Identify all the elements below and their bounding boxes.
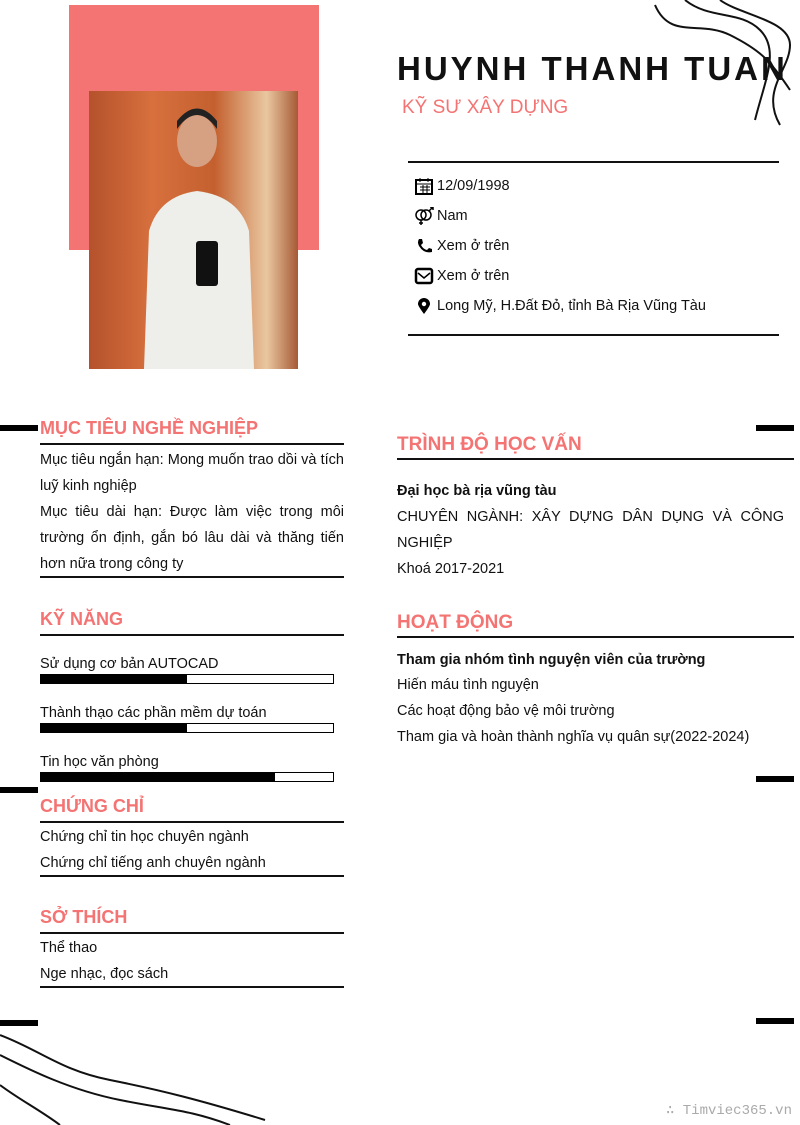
certificates-heading: CHỨNG CHỈ (40, 796, 144, 816)
skill-bar-fill (41, 675, 187, 683)
activities-heading: HOẠT ĐỘNG (397, 612, 514, 633)
decor-waves-bottom (0, 1030, 280, 1125)
skills-heading: KỸ NĂNG (40, 609, 124, 629)
divider (40, 986, 344, 988)
decor-dash (756, 425, 794, 431)
decor-dash (0, 425, 38, 431)
divider (40, 875, 344, 877)
profile-photo (89, 91, 298, 369)
info-phone (414, 237, 509, 255)
watermark: ∴ Timviec365.vn (665, 1103, 792, 1119)
info-address (414, 297, 706, 315)
divider (40, 821, 344, 823)
email-icon (414, 267, 434, 285)
job-title: KỸ SƯ XÂY DỰNG (402, 97, 569, 118)
decor-dash (0, 787, 38, 793)
activity-item: Tham gia và hoàn thành nghĩa vụ quân sự(2022-2024) (397, 729, 750, 745)
major: CHUYÊN NGÀNH: XÂY DỰNG DÂN DỤNG VÀ CÔNG NGHIỆP (397, 509, 784, 551)
divider (408, 334, 779, 336)
decor-dash (756, 1018, 794, 1024)
info-gender (414, 207, 468, 225)
school-name: Đại học bà rịa vũng tàu (397, 483, 557, 499)
skill-bar (40, 674, 334, 684)
skill-bar-fill (41, 773, 275, 781)
skill-bar-fill (41, 724, 187, 732)
objective-text (40, 447, 344, 577)
info-email (414, 267, 509, 285)
info-birthdate (414, 177, 510, 195)
activity-item: Các hoạt động bảo vệ môi trường (397, 703, 615, 719)
short-term-goal: Mục tiêu ngắn hạn: Mong muốn trao dồi và tích luỹ kinh nghiệp (40, 452, 344, 494)
address: Long Mỹ, H.Đất Đỏ, tỉnh Bà Rịa Vũng Tàu (437, 298, 706, 314)
divider (397, 636, 794, 638)
candidate-name: HUYNH THANH TUAN (397, 50, 788, 87)
skill-label: Tin học văn phòng (40, 754, 159, 770)
activity-item: Hiến máu tình nguyện (397, 677, 539, 693)
divider (397, 458, 794, 460)
divider (40, 443, 344, 445)
skill-label: Thành thạo các phần mềm dự toán (40, 705, 267, 721)
skill-label: Sử dụng cơ bản AUTOCAD (40, 656, 219, 672)
skill-bar (40, 772, 334, 782)
calendar-icon (414, 177, 434, 195)
education-heading: TRÌNH ĐỘ HỌC VẤN (397, 434, 582, 455)
phone: Xem ở trên (437, 238, 510, 254)
gender: Nam (437, 208, 468, 224)
divider (408, 161, 779, 163)
study-period: Khoá 2017-2021 (397, 561, 505, 577)
gender-icon (414, 207, 434, 225)
phone-icon (414, 237, 434, 255)
hobby-item: Nge nhạc, đọc sách (40, 966, 169, 982)
decor-dash (756, 776, 794, 782)
objective-heading: MỤC TIÊU NGHỀ NGHIỆP (40, 418, 259, 438)
email: Xem ở trên (437, 268, 510, 284)
activity-title: Tham gia nhóm tình nguyện viên của trường (397, 652, 706, 668)
decor-dash (0, 1020, 38, 1026)
hobby-item: Thể thao (40, 940, 98, 956)
certificate-item: Chứng chỉ tiếng anh chuyên ngành (40, 855, 266, 871)
divider (40, 634, 344, 636)
divider (40, 576, 344, 578)
skill-bar (40, 723, 334, 733)
long-term-goal: Mục tiêu dài hạn: Được làm việc trong môi trường ổn định, gắn bó lâu dài và thăng tiến hơn nữa trong công ty (40, 504, 344, 572)
divider (40, 932, 344, 934)
certificate-item: Chứng chỉ tin học chuyên ngành (40, 829, 249, 845)
location-icon (414, 297, 434, 315)
hobbies-heading: SỞ THÍCH (40, 907, 128, 927)
birthdate: 12/09/1998 (437, 178, 510, 194)
